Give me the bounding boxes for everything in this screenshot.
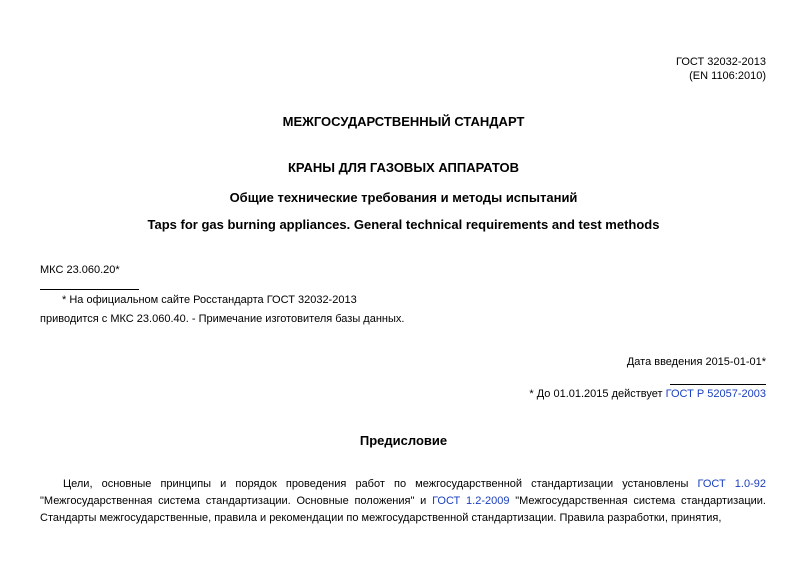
- footnote-divider: [40, 289, 139, 290]
- preface-text-3: "Межгосударственная система стандартизации. Стандарты межгосударственные, правила и рекомендации по межгосударственной стандартизации. Правила разработки, принятия,: [40, 495, 766, 524]
- gost-1-0-92-link[interactable]: ГОСТ 1.0-92: [697, 478, 766, 490]
- mks-footnote-line1: * На официальном сайте Росстандарта ГОСТ 32032-2013: [62, 294, 357, 306]
- introduction-date: Дата введения 2015-01-01*: [626, 356, 766, 368]
- standard-type-heading: МЕЖГОСУДАРСТВЕННЫЙ СТАНДАРТ: [282, 114, 525, 129]
- mks-footnote-line2: приводится с МКС 23.060.40. - Примечание изготовителя базы данных.: [40, 313, 405, 325]
- preface-text-2: "Межгосударственная система стандартизации. Основные положения" и: [40, 495, 433, 507]
- gost-1-2-2009-link[interactable]: ГОСТ 1.2-2009: [432, 495, 510, 507]
- subtitle-english: Taps for gas burning appliances. General technical requirements and test methods: [147, 217, 660, 232]
- en-code: (EN 1106:2010): [689, 70, 766, 82]
- gost-code: ГОСТ 32032-2013: [676, 56, 766, 68]
- document-title: КРАНЫ ДЛЯ ГАЗОВЫХ АППАРАТОВ: [287, 160, 520, 175]
- date-footnote: [529, 388, 766, 400]
- date-footnote-text: * До 01.01.2015 действует: [529, 388, 666, 400]
- subtitle-russian: Общие технические требования и методы испытаний: [229, 190, 578, 205]
- preface-paragraph: [40, 476, 766, 527]
- preface-text-1: Цели, основные принципы и порядок проведения работ по межгосударственной стандартизации установлены: [63, 478, 698, 490]
- preface-title: Предисловие: [359, 433, 448, 448]
- gost-r-52057-link[interactable]: ГОСТ Р 52057-2003: [665, 388, 766, 400]
- footnote-divider-right: [670, 384, 766, 385]
- mks-classification: МКС 23.060.20*: [40, 264, 120, 276]
